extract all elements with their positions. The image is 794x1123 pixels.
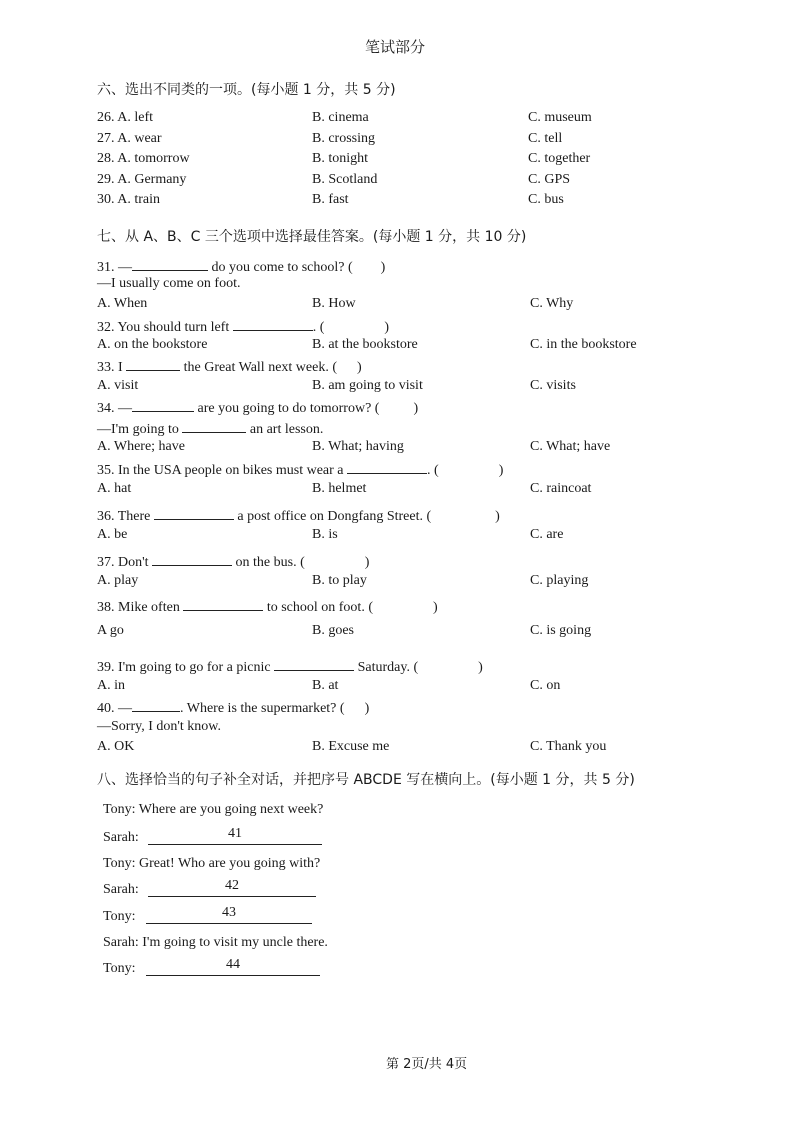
answer-blank-35[interactable]	[347, 459, 427, 474]
option-37-a[interactable]: A. play	[97, 573, 139, 588]
option-35-c[interactable]: C. raincoat	[530, 481, 592, 496]
option-40-c[interactable]: C. Thank you	[530, 739, 607, 754]
option-30-b[interactable]: B. fast	[312, 192, 349, 207]
dialogue-blank-43[interactable]: 43	[146, 905, 312, 924]
dialogue-blank-44[interactable]: 44	[146, 957, 320, 976]
answer-blank-31[interactable]	[132, 256, 208, 271]
dialogue-speaker-4: Sarah:	[103, 882, 139, 897]
option-34-c[interactable]: C. What; have	[530, 439, 611, 454]
option-29-c[interactable]: C. GPS	[528, 172, 571, 187]
option-30-c[interactable]: C. bus	[528, 192, 564, 207]
question-33: 33. I the Great Wall next week. ( )	[97, 356, 362, 377]
option-31-a[interactable]: A. When	[97, 296, 148, 311]
question-34: 34. — are you going to do tomorrow? ( )	[97, 397, 418, 418]
dialogue-line-1: Tony: Where are you going next week?	[103, 802, 324, 817]
question-34-reply: —I'm going to an art lesson.	[97, 418, 323, 439]
option-35-a[interactable]: A. hat	[97, 481, 132, 496]
option-27-c[interactable]: C. tell	[528, 131, 563, 146]
option-39-a[interactable]: A. in	[97, 678, 125, 693]
option-39-b[interactable]: B. at	[312, 678, 339, 693]
question-31-reply: —I usually come on foot.	[97, 276, 241, 291]
question-30: 30. A. train	[97, 192, 160, 207]
question-35: 35. In the USA people on bikes must wear a . ( )	[97, 459, 503, 480]
question-38: 38. Mike often to school on foot. ( )	[97, 596, 438, 617]
section-7-heading: 七、从 A、B、C 三个选项中选择最佳答案。(每小题 1 分，共 10 分)	[97, 229, 527, 245]
question-37: 37. Don't on the bus. ( )	[97, 551, 369, 572]
section-8-heading: 八、选择恰当的句子补全对话，并把序号 ABCDE 写在横向上。(每小题 1 分，共 5 分)	[97, 772, 635, 788]
dialogue-speaker-2: Sarah:	[103, 830, 139, 845]
option-26-b[interactable]: B. cinema	[312, 110, 369, 125]
option-28-c[interactable]: C. together	[528, 151, 591, 166]
option-32-b[interactable]: B. at the bookstore	[312, 337, 418, 352]
option-32-a[interactable]: A. on the bookstore	[97, 337, 208, 352]
option-27-b[interactable]: B. crossing	[312, 131, 375, 146]
option-40-a[interactable]: A. OK	[97, 739, 135, 754]
answer-blank-40[interactable]	[132, 697, 180, 712]
option-33-c[interactable]: C. visits	[530, 378, 576, 393]
section-6-heading: 六、选出不同类的一项。(每小题 1 分，共 5 分)	[97, 82, 396, 98]
option-32-c[interactable]: C. in the bookstore	[530, 337, 637, 352]
option-26-c[interactable]: C. museum	[528, 110, 592, 125]
question-31: 31. — do you come to school? ( )	[97, 256, 385, 277]
question-36: 36. There a post office on Dongfang Street. ( )	[97, 505, 500, 526]
option-31-b[interactable]: B. How	[312, 296, 356, 311]
answer-blank-34b[interactable]	[182, 418, 246, 433]
option-36-c[interactable]: C. are	[530, 527, 564, 542]
option-38-b[interactable]: B. goes	[312, 623, 354, 638]
option-28-b[interactable]: B. tonight	[312, 151, 369, 166]
option-38-c[interactable]: C. is going	[530, 623, 592, 638]
page-number: 第 2页/共 4页	[386, 1057, 468, 1072]
question-39: 39. I'm going to go for a picnic Saturday. ( )	[97, 656, 483, 677]
answer-blank-39[interactable]	[274, 656, 354, 671]
option-33-a[interactable]: A. visit	[97, 378, 139, 393]
option-29-b[interactable]: B. Scotland	[312, 172, 378, 187]
question-32: 32. You should turn left . ( )	[97, 316, 389, 337]
question-26: 26. A. left	[97, 110, 153, 125]
option-34-a[interactable]: A. Where; have	[97, 439, 185, 454]
question-28: 28. A. tomorrow	[97, 151, 190, 166]
option-36-b[interactable]: B. is	[312, 527, 338, 542]
answer-blank-36[interactable]	[154, 505, 234, 520]
option-37-c[interactable]: C. playing	[530, 573, 589, 588]
option-37-b[interactable]: B. to play	[312, 573, 367, 588]
dialogue-speaker-5: Tony:	[103, 909, 136, 924]
answer-blank-33[interactable]	[126, 356, 180, 371]
dialogue-blank-42[interactable]: 42	[148, 878, 316, 897]
option-35-b[interactable]: B. helmet	[312, 481, 367, 496]
option-34-b[interactable]: B. What; having	[312, 439, 404, 454]
answer-blank-32[interactable]	[233, 316, 313, 331]
question-40: 40. — . Where is the supermarket? ( )	[97, 697, 369, 718]
option-38-a[interactable]: A go	[97, 623, 124, 638]
question-40-reply: —Sorry, I don't know.	[97, 719, 221, 734]
answer-blank-38[interactable]	[183, 596, 263, 611]
answer-blank-34a[interactable]	[132, 397, 194, 412]
dialogue-speaker-7: Tony:	[103, 961, 136, 976]
option-36-a[interactable]: A. be	[97, 527, 128, 542]
answer-blank-37[interactable]	[152, 551, 232, 566]
question-27: 27. A. wear	[97, 131, 162, 146]
dialogue-line-3: Tony: Great! Who are you going with?	[103, 856, 321, 871]
dialogue-blank-41[interactable]: 41	[148, 826, 322, 845]
option-33-b[interactable]: B. am going to visit	[312, 378, 423, 393]
option-39-c[interactable]: C. on	[530, 678, 561, 693]
dialogue-line-6: Sarah: I'm going to visit my uncle there.	[103, 935, 328, 950]
question-29: 29. A. Germany	[97, 172, 187, 187]
page-title: 笔试部分	[365, 38, 426, 56]
option-40-b[interactable]: B. Excuse me	[312, 739, 390, 754]
option-31-c[interactable]: C. Why	[530, 296, 574, 311]
